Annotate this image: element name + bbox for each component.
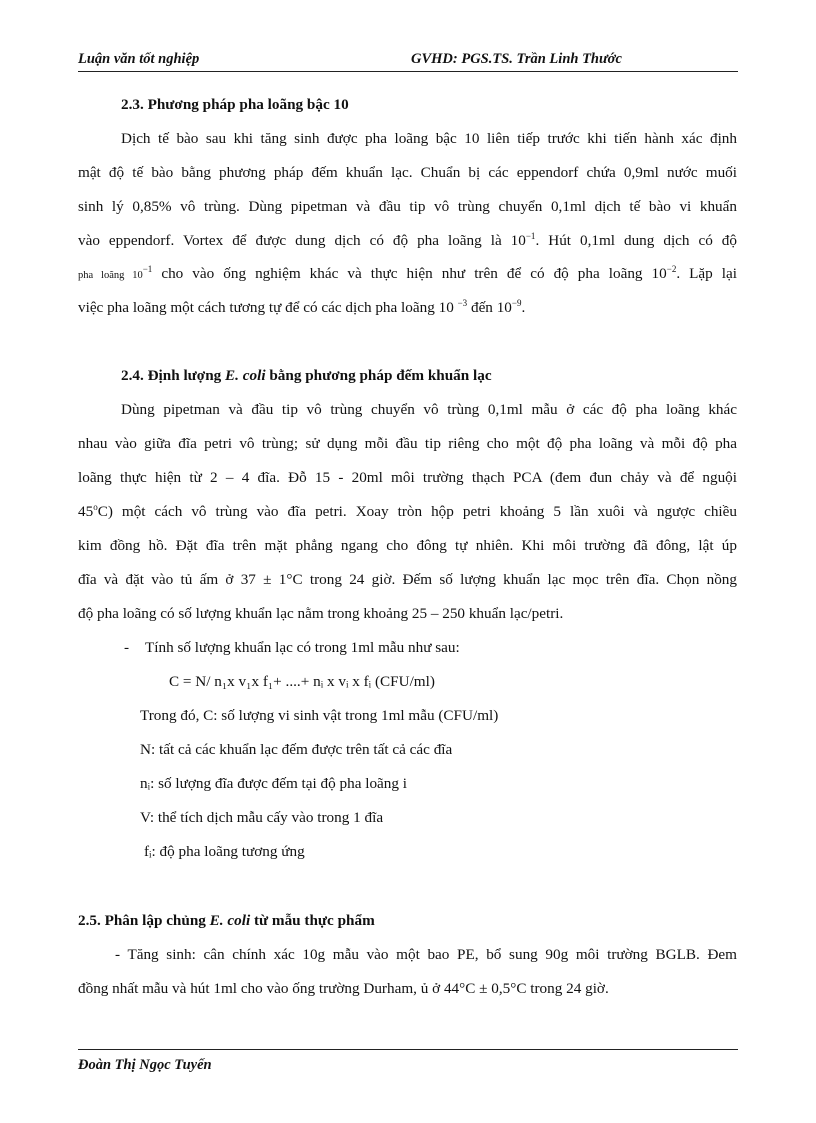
section-2-4-heading: 2.4. Định lượng E. coli bằng phương pháp đếm khuẩn lạc <box>121 367 492 384</box>
paragraph-line: độ pha loãng có số lượng khuẩn lạc nằm trong khoảng 25 – 250 khuẩn lạc/petri. <box>78 605 564 622</box>
paragraph-line: sinh lý 0,85% vô trùng. Dùng pipetman và đầu tip vô trùng chuyển 0,1ml dịch tế bào vi khuẩn <box>78 198 737 215</box>
paragraph-line: việc pha loãng một cách tương tự để có các dịch pha loãng 10 $^{-3}$ đến $10^{-9}$. <box>78 297 526 316</box>
paragraph-line: Dịch tế bào sau khi tăng sinh được pha loãng bậc 10 liên tiếp trước khi tiến hành xác định <box>121 130 737 147</box>
bullet-dash: - <box>124 639 130 656</box>
paragraph-line: đĩa và đặt vào tủ ấm ở 37 ± 1°C trong 24 giờ. Đếm số lượng khuẩn lạc mọc trên đĩa. Chọn nồng <box>78 571 737 588</box>
where-line: Trong đó, C: số lượng vi sinh vật trong 1ml mẫu (CFU/ml) <box>140 707 499 724</box>
section-2-3-heading: 2.3. Phương pháp pha loãng bậc 10 <box>121 96 349 113</box>
where-line: fᵢ: độ pha loãng tương ứng <box>144 843 305 860</box>
paragraph-line: kim đồng hồ. Đặt đĩa trên mặt phẳng ngang cho đông tự nhiên. Khi môi trường đã đông, lật úp <box>78 537 737 554</box>
paragraph-line: nhau vào giữa đĩa petri vô trùng; sử dụng mỗi đầu tip riêng cho một độ pha loãng và mỗi độ pha <box>78 435 737 452</box>
bullet-text: Tính số lượng khuẩn lạc có trong 1ml mẫu như sau: <box>145 639 460 656</box>
paragraph-line: đồng nhất mẫu và hút 1ml cho vào ống trường Durham, ủ ở 44°C ± 0,5°C trong 24 giờ. <box>78 980 609 997</box>
paragraph-line: mật độ tế bào bằng phương pháp đếm khuẩn lạc. Chuẩn bị các eppendorf chứa 0,9ml nước muối <box>78 164 737 181</box>
formula: C = N/ n₁x v₁x f₁+ ....+ nᵢ x vᵢ x fᵢ (CFU/ml) <box>169 673 435 690</box>
paragraph-line: Dùng pipetman và đầu tip vô trùng chuyển vô trùng 0,1ml mẫu ở các độ pha loãng khác <box>121 401 737 418</box>
where-line: V: thể tích dịch mẫu cấy vào trong 1 đĩa <box>140 809 384 826</box>
where-line: N: tất cả các khuẩn lạc đếm được trên tất cả các đĩa <box>140 741 453 758</box>
section-2-5-heading: 2.5. Phân lập chủng E. coli từ mẫu thực phẩm <box>78 912 375 929</box>
author-name: Đoàn Thị Ngọc Tuyến <box>78 1057 212 1073</box>
paragraph-line: pha loãng $10^{-1}$ cho vào ống nghiệm khác và thực hiện như trên để có độ pha loãng $10^{-2}$. Lặp lại <box>78 263 737 282</box>
paragraph-line: - Tăng sinh: cân chính xác 10g mẫu vào một bao PE, bổ sung 90g môi trường BGLB. Đem <box>115 946 737 963</box>
page-footer <box>78 1049 738 1074</box>
paragraph-line: vào eppendorf. Vortex để được dung dịch có độ pha loãng là $10^{-1}$. Hút 0,1ml dung dịch có độ <box>78 230 737 249</box>
paragraph-line: 45$^o$C) một cách vô trùng vào đĩa petri. Xoay tròn hộp petri khoảng 5 lần xuôi và ngược chiều <box>78 501 737 520</box>
paragraph-line: loãng thực hiện từ 2 – 4 đĩa. Đỗ 15 - 20ml môi trường thạch PCA (đem đun chảy và để nguội <box>78 469 737 486</box>
page-header <box>78 51 738 72</box>
where-line: nᵢ: số lượng đĩa được đếm tại độ pha loãng i <box>140 775 407 792</box>
advisor-label: GVHD: PGS.TS. Trần Linh Thước <box>411 51 622 67</box>
thesis-label: Luận văn tốt nghiệp <box>78 51 200 67</box>
